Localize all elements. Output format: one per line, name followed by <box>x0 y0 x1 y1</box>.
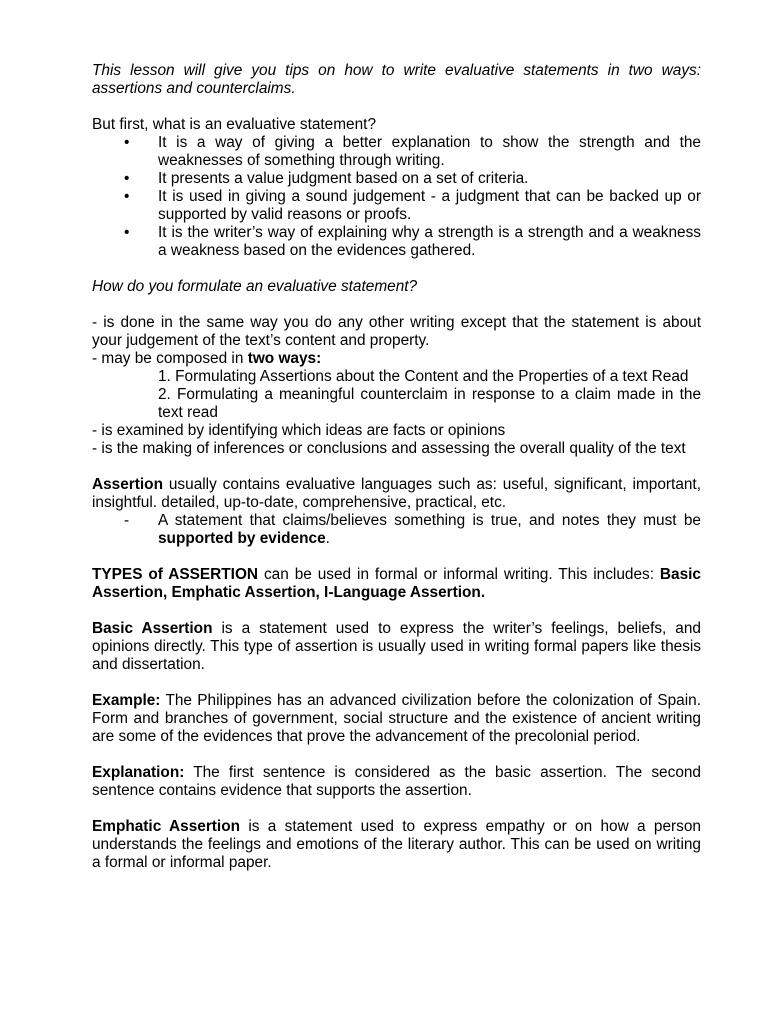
assertion-term: Assertion <box>92 476 163 493</box>
dash-text-bold: supported by evidence <box>158 530 326 547</box>
formulate-line-2 <box>92 350 701 368</box>
types-paragraph <box>92 566 701 602</box>
bullet-item <box>92 188 701 224</box>
definition-bullet-list <box>92 134 701 260</box>
basic-assertion-paragraph <box>92 620 701 674</box>
explanation-paragraph <box>92 764 701 800</box>
spacer <box>92 602 701 620</box>
spacer <box>92 674 701 692</box>
spacer <box>92 800 701 818</box>
types-term: TYPES of ASSERTION <box>92 566 259 583</box>
example-text: The Philippines has an advanced civilization before the colonization of Spain. Form and branches of government, social structure and the existence of ancient writing are some of the evidences that prove the advancement of the precolonial period. <box>92 692 701 745</box>
example-term: Example: <box>92 692 161 709</box>
spacer <box>92 98 701 116</box>
dash-marker: - <box>124 512 130 529</box>
assertion-dash-list <box>92 512 701 548</box>
numbered-item-2: 2. Formulating a meaningful counterclaim in response to a claim made in the text read <box>158 386 701 421</box>
assertion-text: usually contains evaluative languages such as: useful, significant, important, insightful. detailed, up-to-date, comprehensive, practical, etc. <box>92 476 701 511</box>
bullet-marker: • <box>124 224 130 241</box>
formulate-line-2-bold: two ways: <box>247 350 322 367</box>
spacer <box>92 458 701 476</box>
emphatic-assertion-term: Emphatic Assertion <box>92 818 241 835</box>
bullet-item <box>92 134 701 170</box>
types-list: Basic Assertion, Emphatic Assertion, I-Language Assertion. <box>92 566 701 601</box>
explanation-term: Explanation: <box>92 764 185 781</box>
bullet-text: It is a way of giving a better explanation to show the strength and the weaknesses of something through writing. <box>158 134 701 169</box>
dash-text: A statement that claims/believes something is true, and notes they must be <box>158 512 701 529</box>
numbered-item-1: 1. Formulating Assertions about the Content and the Properties of a text Read <box>158 368 689 385</box>
emphatic-assertion-paragraph <box>92 818 701 872</box>
spacer <box>92 548 701 566</box>
formulate-question: How do you formulate an evaluative statement? <box>92 278 418 295</box>
formulate-line-2-text: - may be composed in <box>92 350 248 367</box>
basic-assertion-text: is a statement used to express the writer’s feelings, beliefs, and opinions directly. This type of assertion is usually used in writing formal papers like thesis and dissertation. <box>92 620 701 673</box>
formulate-line-3: - is examined by identifying which ideas are facts or opinions <box>92 422 506 439</box>
bullet-text: It is the writer’s way of explaining why a strength is a strength and a weakness a weakness based on the evidences gathered. <box>158 224 701 259</box>
intro-paragraph: This lesson will give you tips on how to write evaluative statements in two ways: assertions and counterclaims. <box>92 62 701 97</box>
formulate-line-4: - is the making of inferences or conclusions and assessing the overall quality of the text <box>92 440 686 457</box>
formulate-line-1: - is done in the same way you do any other writing except that the statement is about your judgement of the text’s content and property. <box>92 314 701 349</box>
document-body <box>92 62 701 872</box>
emphatic-assertion-text: is a statement used to express empathy or on how a person understands the feelings and emotions of the literary author. This can be used on writing a formal or informal paper. <box>92 818 701 871</box>
bullet-marker: • <box>124 170 130 187</box>
spacer <box>92 260 701 278</box>
bullet-marker: • <box>124 188 130 205</box>
bullet-item <box>92 170 701 188</box>
assertion-paragraph <box>92 476 701 512</box>
definition-question: But first, what is an evaluative statement? <box>92 116 377 133</box>
spacer <box>92 296 701 314</box>
bullet-text: It presents a value judgment based on a set of criteria. <box>158 170 529 187</box>
basic-assertion-term: Basic Assertion <box>92 620 213 637</box>
bullet-marker: • <box>124 134 130 151</box>
explanation-text: The first sentence is considered as the basic assertion. The second sentence contains evidence that supports the assertion. <box>92 764 701 799</box>
example-paragraph <box>92 692 701 746</box>
types-text: can be used in formal or informal writing. This includes: <box>258 566 660 583</box>
bullet-text: It is used in giving a sound judgement - a judgment that can be backed up or supported by valid reasons or proofs. <box>158 188 701 223</box>
spacer <box>92 746 701 764</box>
dash-item <box>92 512 701 548</box>
dash-text-end: . <box>325 530 330 547</box>
bullet-item <box>92 224 701 260</box>
